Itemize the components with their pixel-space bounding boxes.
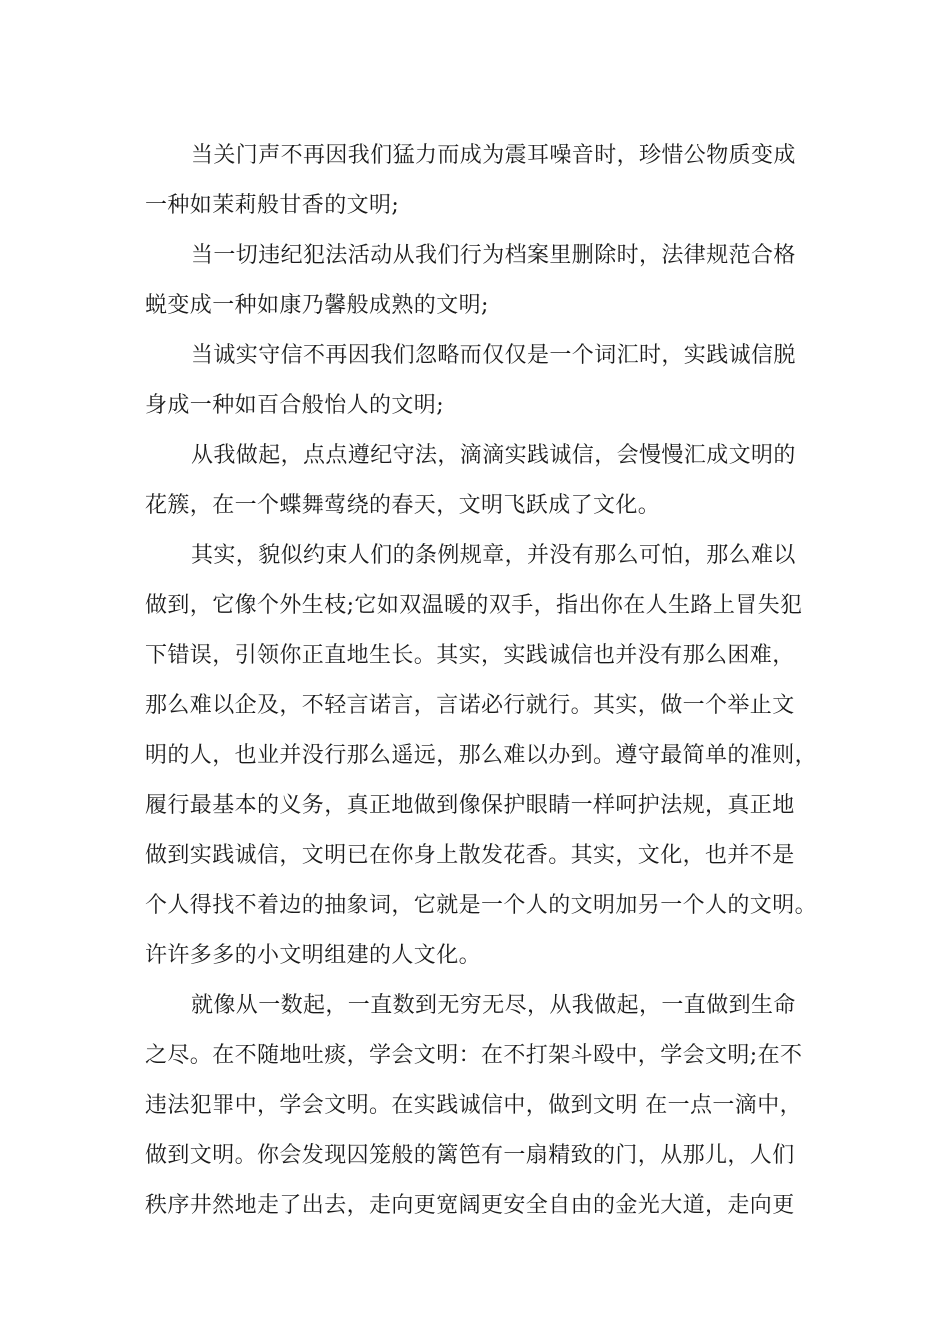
- text-line: 做到文明。你会发现囚笼般的篱笆有一扇精致的门，从那儿，人们: [145, 1143, 795, 1168]
- text-line: 蜕变成一种如康乃馨般成熟的文明;: [145, 293, 489, 318]
- text-line: 当诚实守信不再因我们忽略而仅仅是一个词汇时，实践诚信脱: [191, 343, 796, 368]
- text-line: 个人得找不着边的抽象词，它就是一个人的文明加另一个人的文明。: [145, 893, 818, 918]
- text-line: 当关门声不再因我们猛力而成为震耳噪音时，珍惜公物质变成: [191, 143, 796, 168]
- text-line: 许许多多的小文明组建的人文化。: [145, 943, 482, 968]
- text-line: 花簇，在一个蝶舞莺绕的春天，文明飞跃成了文化。: [145, 493, 661, 518]
- text-line: 下错误，引领你正直地生长。其实，实践诚信也并没有那么困难，: [145, 643, 795, 668]
- text-line: 违法犯罪中，学会文明。在实践诚信中，做到文明 在一点一滴中，: [145, 1093, 802, 1118]
- text-line: 其实，貌似约束人们的条例规章，并没有那么可怕，那么难以: [191, 543, 796, 568]
- text-line: 一种如茉莉般甘香的文明;: [145, 193, 400, 218]
- text-line: 当一切违纪犯法活动从我们行为档案里删除时，法律规范合格: [191, 243, 796, 268]
- text-line: 做到实践诚信，文明已在你身上散发花香。其实，文化，也并不是: [145, 843, 795, 868]
- text-line: 秩序井然地走了出去，走向更宽阔更安全自由的金光大道，走向更: [145, 1193, 795, 1218]
- text-line: 从我做起，点点遵纪守法，滴滴实践诚信，会慢慢汇成文明的: [191, 443, 796, 468]
- body-text: [145, 131, 825, 1231]
- text-line: 之尽。在不随地吐痰，学会文明：在不打架斗殴中，学会文明;在不: [145, 1043, 803, 1068]
- text-line: 明的人，也业并没行那么遥远，那么难以办到。遵守最简单的准则，: [145, 743, 818, 768]
- text-line: 就像从一数起，一直数到无穷无尽，从我做起，一直做到生命: [191, 993, 796, 1018]
- text-line: 身成一种如百合般怡人的文明;: [145, 393, 445, 418]
- text-line: 做到，它像个外生枝;它如双温暖的双手，指出你在人生路上冒失犯: [145, 593, 803, 618]
- text-line: 履行最基本的义务，真正地做到像保护眼睛一样呵护法规，真正地: [145, 793, 795, 818]
- text-line: 那么难以企及，不轻言诺言，言诺必行就行。其实，做一个举止文: [145, 693, 795, 718]
